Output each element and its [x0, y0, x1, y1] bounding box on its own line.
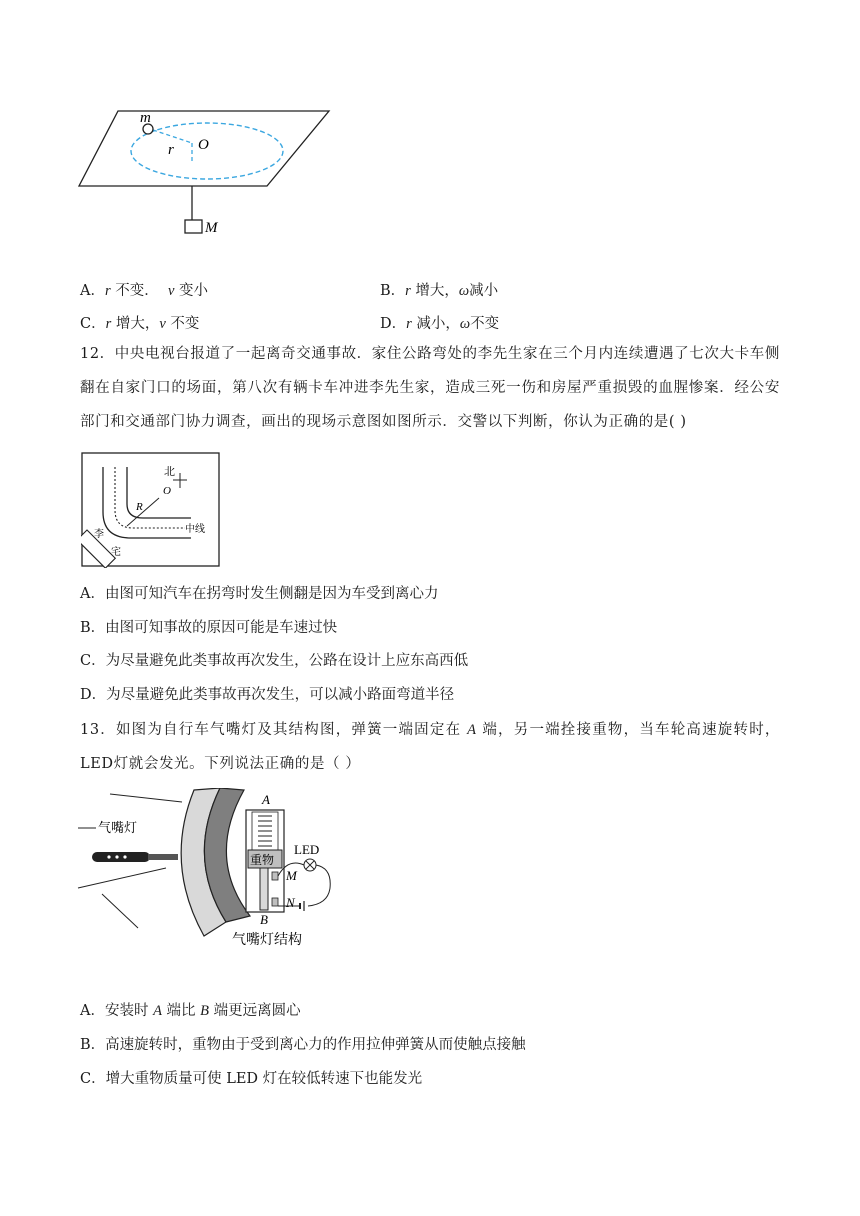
valve-lamp-figure — [76, 788, 356, 950]
q13-a-part2: 端比 — [161, 1003, 201, 1019]
label-M: M — [205, 220, 218, 236]
q13-a-part1: A．安装时 — [80, 1003, 154, 1019]
q11-a-text1: 不变． — [110, 283, 168, 299]
label-O: O — [198, 137, 209, 153]
q13-stem — [80, 713, 780, 781]
contact-N — [272, 898, 278, 906]
q13-a-var1: A — [153, 1003, 162, 1019]
label-N-contact: N — [286, 895, 295, 910]
q11-b-letter: B． — [380, 283, 406, 299]
valve-lamp-label: 气嘴灯 — [98, 820, 138, 835]
valve-lamp-body — [92, 852, 150, 862]
q11-c-letter: C． — [80, 316, 106, 332]
q11-option-c — [80, 314, 199, 334]
q12-option-d: D．为尽量避免此类事故再次发生，可以减小路面弯道半径 — [80, 687, 455, 703]
lamp-dot-1 — [107, 855, 110, 858]
q13-stem-part2: 端，另一端拴接重物，当车轮高速旋转时，LED灯就会发光。下列说法正确的是（ ） — [80, 722, 780, 772]
circular-motion-figure — [76, 108, 336, 238]
label-A-top: A — [262, 792, 270, 807]
q11-option-a — [80, 281, 208, 301]
q13-option-c: C．增大重物质量可使 LED 灯在较低转速下也能发光 — [80, 1071, 423, 1087]
weight-label: 重物 — [250, 853, 275, 867]
valve-lamp-stem — [148, 854, 178, 860]
led-label: LED — [294, 842, 320, 857]
mass-M — [185, 220, 202, 233]
label-O-road: O — [163, 485, 171, 497]
contact-rod — [260, 868, 268, 910]
label-R: R — [136, 501, 143, 513]
contact-M — [272, 872, 278, 880]
q11-d-letter: D． — [380, 316, 407, 332]
spoke-line-1 — [110, 794, 182, 802]
q11-a-text2: 变小 — [174, 283, 209, 299]
q12-stem: 12．中央电视台报道了一起离奇交通事故．家住公路弯处的李先生家在三个月内连续遭遇了七次大卡车侧翻在自家门口的场面，第八次有辆卡车冲进李先生家，造成三死一伤和房屋严重损毁的血腥惨案．经公安部门和交通部门协力调查，画出的现场示意图如图所示．交警以下判断，你认为正确的是( ) — [80, 346, 780, 430]
spoke-line-2 — [78, 868, 166, 888]
centerline-label: 中线 — [185, 524, 205, 535]
q11-c-var1: r — [105, 316, 112, 332]
q11-b-var1: r — [405, 283, 411, 299]
q11-option-d — [380, 314, 499, 334]
q11-c-text1: 增大， — [111, 316, 160, 332]
q11-a-var2: v — [167, 283, 175, 299]
q11-d-text1: 减小， — [411, 316, 460, 332]
q12-option-c: C．为尽量避免此类事故再次发生，公路在设计上应东高西低 — [80, 653, 469, 669]
q11-b-text2: 减小 — [469, 283, 499, 299]
q11-a-var1: r — [104, 283, 111, 299]
structure-caption: 气嘴灯结构 — [232, 933, 302, 948]
q12-option-a: A．由图可知汽车在拐弯时发生侧翻是因为车受到离心力 — [80, 586, 439, 602]
q13-stem-part1: 13．如图为自行车气嘴灯及其结构图，弹簧一端固定在 — [80, 722, 468, 738]
road-accident-figure — [81, 452, 221, 568]
spring-coil — [258, 816, 272, 846]
label-r: r — [168, 142, 174, 158]
q11-d-var1: r — [406, 316, 412, 332]
q11-b-var2: ω — [458, 283, 470, 299]
house-char-2: 宅 — [111, 547, 121, 558]
label-M-contact: M — [286, 868, 297, 883]
lamp-dot-2 — [115, 855, 118, 858]
q12-option-b: B．由图可知事故的原因可能是车速过快 — [80, 620, 338, 636]
q13-a-var2: B — [200, 1003, 210, 1019]
q11-option-b — [380, 281, 498, 301]
north-label: 北 — [164, 466, 175, 478]
q11-d-text2: 不变 — [470, 316, 500, 332]
q11-c-var2: v — [159, 316, 166, 332]
q11-a-letter: A． — [80, 283, 105, 299]
house-char-1: 李 — [94, 529, 104, 540]
label-m: m — [140, 110, 151, 126]
q13-a-part3: 端更远离圆心 — [209, 1003, 301, 1019]
spoke-line-3 — [102, 894, 138, 928]
q13-stem-var-a: A — [467, 722, 477, 738]
q11-d-var2: ω — [459, 316, 471, 332]
q11-b-text1: 增大， — [410, 283, 459, 299]
lamp-dot-3 — [123, 855, 126, 858]
q13-option-a — [80, 1001, 301, 1021]
q13-option-b: B．高速旋转时，重物由于受到离心力的作用拉伸弹簧从而使触点接触 — [80, 1037, 526, 1053]
q11-c-text2: 不变 — [165, 316, 200, 332]
label-B-bottom: B — [260, 912, 268, 927]
